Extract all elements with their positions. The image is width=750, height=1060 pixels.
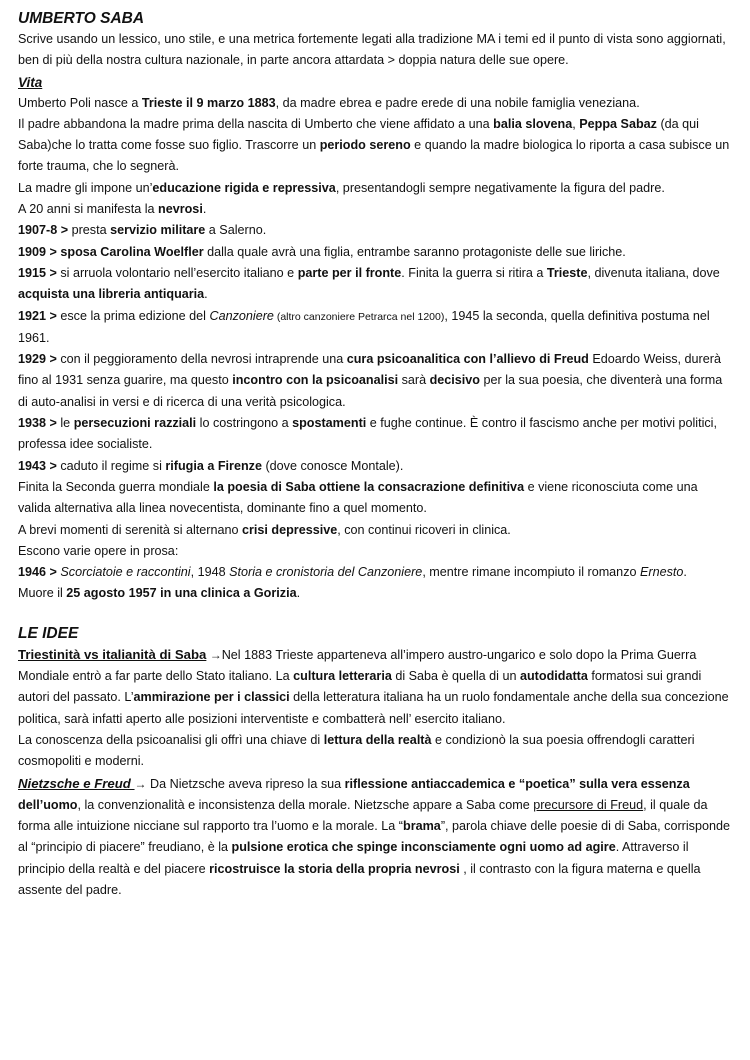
text: e viene riconosciuta come una valida alternativa alla linea novecentista, dominante fino a quel momento.: [18, 479, 698, 516]
text: le: [60, 416, 74, 431]
text-italic: Storia e cronistoria del Canzoniere: [229, 565, 423, 580]
vita-paragraph: [18, 93, 734, 114]
text-bold: cura psicoanalitica con l’allievo di Freud: [346, 352, 589, 367]
text: , 1948: [190, 565, 230, 580]
text: Il padre abbandona la madre prima della nascita di Umberto che viene affidato a una: [18, 116, 494, 131]
text: e condizionò la sua poesia offrendogli caratteri cosmopoliti e moderni.: [18, 732, 695, 769]
intro-paragraph: [18, 29, 734, 72]
timeline-entry: [18, 220, 734, 241]
timeline-entry: [18, 263, 734, 306]
text: per la sua poesia, che diventerà una forma di auto-analisi in versi e di ricerca di una verità psicologica.: [18, 373, 723, 409]
text-italic: Scorciatoie e raccontini: [60, 565, 191, 580]
vita-paragraph: [18, 477, 734, 520]
arrow-right-icon: →: [134, 776, 147, 791]
text-bold: brama: [403, 819, 441, 834]
text: Scrive usando un lessico, uno stile, e una metrica fortemente legati alla tradizione MA i temi ed il punto di vista sono aggiornati, ben di più della nostra cultura nazionale, in parte ancora attardata > doppia natura delle sue opere.: [18, 32, 726, 68]
text-bold: educazione rigida e repressiva: [152, 180, 336, 195]
text: Finita la Seconda guerra mondiale: [18, 479, 214, 494]
text: esce la prima edizione del: [60, 308, 210, 323]
text-bold: la poesia di Saba ottiene la consacrazione definitiva: [213, 479, 525, 494]
subheading-nietzsche-freud: Nietzsche e Freud: [18, 775, 135, 791]
text-bold: riflessione antiaccademica e “poetica” sulla vera essenza dell’uomo: [18, 776, 690, 812]
text: .: [202, 202, 207, 217]
timeline-entry: [18, 306, 734, 350]
timeline-year: 1909 >: [18, 244, 61, 259]
text-bold: nevrosi: [158, 202, 203, 217]
idee-paragraph: [18, 644, 734, 730]
text: A 20 anni si manifesta la: [18, 202, 159, 217]
text: La madre gli impone un’: [18, 180, 153, 195]
text: Edoardo Weiss, durerà fino al 1931 senza guarire, ma questo: [18, 352, 721, 388]
text-bold: ammirazione per i classici: [133, 690, 290, 705]
text-bold: sposa Carolina Woelfler: [60, 244, 204, 259]
text-bold: autodidatta: [519, 669, 588, 684]
text: La conoscenza della psicoanalisi gli offrì una chiave di: [18, 732, 324, 747]
text-bold: persecuzioni razziali: [73, 416, 197, 431]
text-bold: 25 agosto 1957 in una clinica a Gorizia: [66, 586, 297, 601]
text: . Attraverso il principio della realtà e del piacere: [18, 840, 689, 876]
timeline-year: 1929 >: [18, 352, 61, 367]
timeline-entry: [18, 242, 734, 263]
text: , con continui ricoveri in clinica.: [337, 522, 511, 537]
text: Da Nietzsche aveva ripreso la sua: [146, 776, 345, 791]
vita-paragraph: [18, 178, 734, 199]
timeline-entry: [18, 562, 734, 583]
text-bold: spostamenti: [292, 416, 367, 431]
text: (da qui Saba)che lo tratta come fosse suo figlio. Trascorre un: [18, 116, 699, 153]
text: e quando la madre biologica lo riporta a casa subisce un forte trauma, che lo segnerà.: [18, 138, 730, 174]
timeline-year: 1938 >: [18, 416, 61, 431]
text: , mentre rimane incompiuto il romanzo: [422, 565, 640, 580]
text: , presentandogli sempre negativamente la figura del padre.: [335, 180, 665, 195]
timeline-year: 1946 >: [18, 565, 61, 580]
text: .: [296, 586, 301, 601]
vita-paragraph: [18, 114, 734, 178]
timeline-entry: [18, 456, 734, 477]
text: ,: [572, 116, 580, 131]
timeline-year: 1915 >: [18, 265, 61, 280]
text-bold: crisi depressive: [242, 522, 338, 537]
text-bold: acquista una libreria antiquaria: [18, 287, 205, 302]
text: Nel 1883 Trieste apparteneva all’impero austro-ungarico e solo dopo la Prima Guerra Mondiale entrò a far parte dello Stato italiano. La: [18, 647, 697, 684]
text: si arruola volontario nell’esercito italiano e: [60, 265, 298, 280]
text-bold: Peppa Sabaz: [579, 116, 657, 131]
text-small: (altro canzoniere Petrarca nel 1200): [273, 310, 445, 323]
text: , divenuta italiana, dove: [587, 265, 720, 280]
text: ”, parola chiave delle poesie di di Saba, corrisponde al “principio di piacere” freudiano, è la: [18, 819, 730, 855]
text-bold: lettura della realtà: [323, 732, 432, 747]
text-bold: servizio militare: [110, 223, 206, 238]
text-bold: parte per il fronte: [297, 265, 402, 280]
text: sarà: [398, 373, 430, 388]
timeline-year: 1921 >: [18, 308, 61, 323]
text-bold: balia slovena: [493, 116, 573, 131]
vita-paragraph: [18, 583, 734, 604]
text: presta: [71, 223, 111, 238]
text: a Salerno.: [205, 223, 267, 238]
subheading-triestinita: Triestinità vs italianità di Saba: [18, 646, 207, 662]
text: , 1945 la seconda, quella definitiva postuma nel 1961.: [18, 308, 710, 345]
idee-paragraph: [18, 773, 734, 902]
document-title: UMBERTO SABA: [18, 10, 145, 27]
timeline-year: 1943 >: [18, 458, 61, 473]
timeline-entry: [18, 349, 734, 413]
text: e fughe continue. È contro il fascismo anche per motivi politici, professa idee socialiste.: [18, 416, 717, 452]
vita-paragraph: [18, 520, 734, 541]
idee-paragraph: [18, 730, 734, 773]
text: Umberto Poli nasce a: [18, 95, 142, 110]
text: caduto il regime si: [60, 458, 166, 473]
text-italic: Canzoniere: [209, 308, 274, 323]
text: dalla quale avrà una figlia, entrambe saranno protagoniste delle sue liriche.: [203, 244, 626, 259]
text: . Finita la guerra si ritira a: [401, 265, 547, 280]
vita-paragraph: [18, 541, 734, 562]
timeline-entry: [18, 413, 734, 456]
section-heading-idee: LE IDEE: [18, 624, 79, 642]
text-bold: pulsione erotica che spinge inconsciamente ogni uomo ad agire: [231, 840, 616, 855]
text: , la convenzionalità e inconsistenza della morale. Nietzsche appare a Saba come: [77, 797, 534, 812]
text: A brevi momenti di serenità si alternano: [18, 522, 242, 537]
text-bold: incontro con la psicoanalisi: [232, 373, 399, 388]
text-bold: Trieste il 9 marzo 1883: [141, 95, 276, 110]
text-italic: Ernesto: [640, 565, 684, 580]
text: .: [204, 287, 208, 302]
text-underlined: precursore di Freud: [533, 797, 644, 812]
text-bold: Trieste: [546, 265, 588, 280]
text: , da madre ebrea e padre erede di una nobile famiglia veneziana.: [275, 95, 640, 110]
text-bold: decisivo: [429, 373, 480, 388]
text-bold: periodo sereno: [319, 138, 411, 153]
text: , il quale da forma alle intuizione nicciane sul rapporto tra l’uomo e la morale. La “: [18, 797, 708, 834]
vita-paragraph: [18, 199, 734, 220]
document-page: [18, 8, 734, 901]
text: di Saba è quella di un: [391, 669, 520, 684]
text: Escono varie opere in prosa:: [18, 543, 179, 558]
text-bold: rifugia a Firenze: [165, 458, 262, 473]
text: , il contrasto con la figura materna e quella assente del padre.: [18, 861, 701, 897]
text: con il peggioramento della nevrosi intraprende una: [60, 352, 347, 367]
section-heading-vita: Vita: [18, 74, 43, 90]
text: della letteratura italiana ha un ruolo fondamentale anche della sua concezione politica, sarà infatti aperto alle posizioni interventiste e combatterà nell’ esercito italiano.: [18, 690, 729, 726]
text-bold: cultura letteraria: [293, 669, 392, 684]
timeline-year: 1907-8 >: [18, 223, 72, 238]
text: .: [683, 565, 687, 580]
arrow-right-icon: →: [206, 647, 222, 662]
text-bold: ricostruisce la storia della propria nevrosi: [209, 861, 460, 876]
text: lo costringono a: [196, 416, 293, 431]
text: Muore il: [18, 586, 67, 601]
text: formatosi sui grandi autori del passato. L’: [18, 669, 702, 705]
text: (dove conosce Montale).: [261, 458, 404, 473]
